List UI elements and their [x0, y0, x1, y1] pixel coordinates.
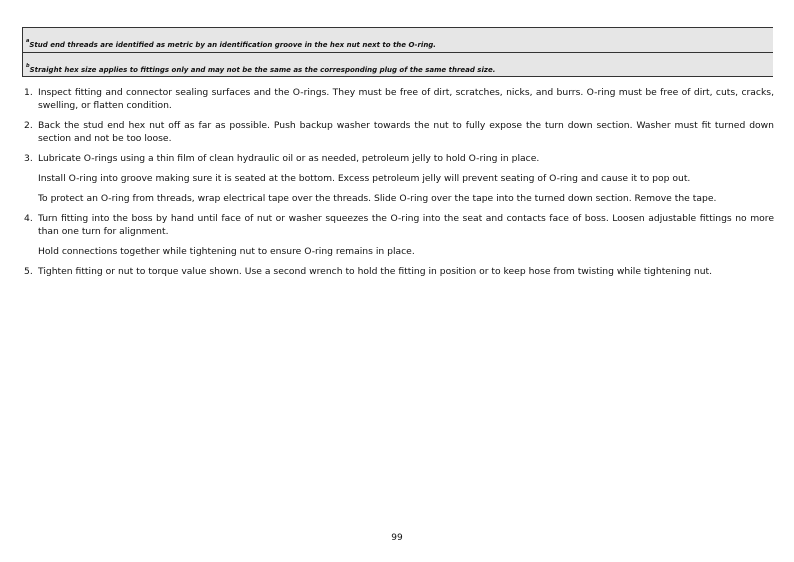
- footnote-marker: a: [26, 38, 30, 44]
- step-number: 5.: [24, 266, 33, 277]
- step-number: 1.: [24, 87, 33, 98]
- step-number: 3.: [24, 153, 33, 164]
- step-3: [24, 152, 774, 165]
- footnote-marker: b: [26, 63, 30, 69]
- page-number: 99: [391, 533, 403, 543]
- footnote-a: [23, 28, 773, 52]
- step-5: [24, 265, 774, 278]
- step-4-note-1: Hold connections together while tightening nut to ensure O-ring remains in place.: [38, 246, 415, 257]
- step-text: Tighten fitting or nut to torque value shown. Use a second wrench to hold the fitting in position or to keep hose from twisting while tightening nut.: [38, 266, 713, 277]
- step-text: Back the stud end hex nut off as far as possible. Push backup washer towards the nut to fully expose the turn down section. Washer must fit turned down section and not be too loose.: [38, 120, 774, 144]
- footnote-text: Straight hex size applies to fittings only and may not be the same as the corresponding plug of the same thread size.: [29, 66, 496, 74]
- step-3-note-2: To protect an O-ring from threads, wrap electrical tape over the threads. Slide O-ring over the tape into the turned down section. Remove the tape.: [38, 193, 717, 204]
- instruction-steps: [24, 86, 774, 278]
- footnote-b: [23, 52, 773, 76]
- step-text: Lubricate O-rings using a thin film of clean hydraulic oil or as needed, petroleum jelly to hold O-ring in place.: [38, 153, 540, 164]
- step-number: 2.: [24, 120, 33, 131]
- footnote-text: Stud end threads are identified as metric by an identification groove in the hex nut next to the O-ring.: [29, 41, 436, 49]
- step-1: [24, 86, 774, 112]
- step-3-note-1: Install O-ring into groove making sure it is seated at the bottom. Excess petroleum jelly will prevent seating of O-ring and cause it to pop out.: [38, 173, 691, 184]
- step-2: [24, 119, 774, 145]
- step-4: [24, 212, 774, 238]
- step-text: Inspect fitting and connector sealing surfaces and the O-rings. They must be free of dirt, scratches, nicks, and burrs. O-ring must be free of dirt, cuts, cracks, swelling, or flatten condition.: [38, 87, 774, 111]
- step-text: Turn fitting into the boss by hand until face of nut or washer squeezes the O-ring into the seat and contacts face of boss. Loosen adjustable fittings no more than one turn for alignment.: [38, 213, 774, 237]
- step-number: 4.: [24, 213, 33, 224]
- footnote-table: [22, 27, 773, 77]
